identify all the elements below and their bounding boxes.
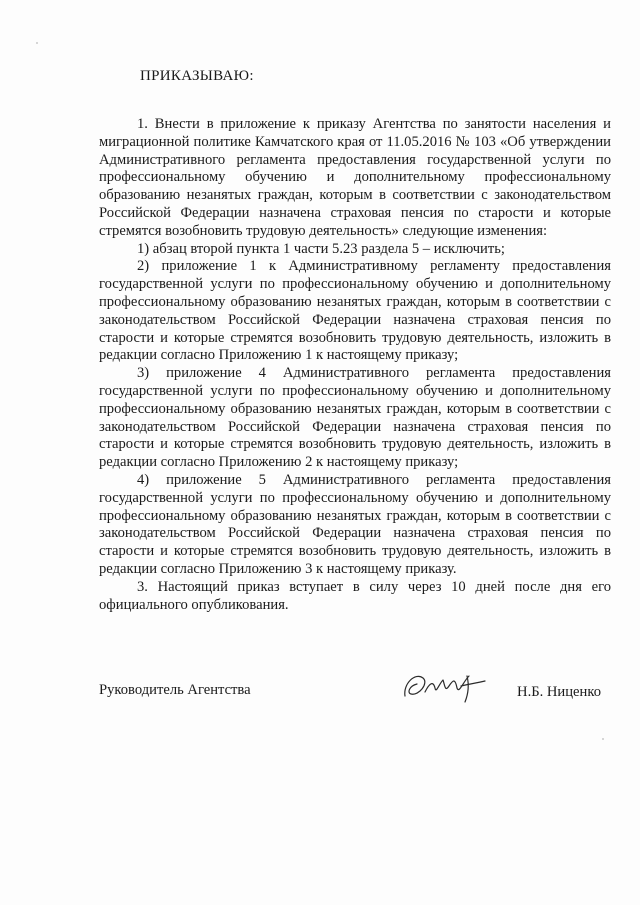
- paragraph-item-3: 3. Настоящий приказ вступает в силу через 10 дней после дня его официального опубликования.: [99, 578, 611, 613]
- paragraph-item-1: 1. Внести в приложение к приказу Агентства по занятости населения и миграционной политике Камчатского края от 11.05.2016 № 103 «Об утверждении Административного регламента предоставления государственной услуги по профессиональному обучению и дополнительному профессиональному образованию незанятых граждан, которым в соответствии с законодательством Российской Федерации назначена страховая пенсия по старости и которые стремятся возобновить трудовую деятельность» следующие изменения:: [99, 116, 611, 239]
- paragraph-subitem-3: 3) приложение 4 Административного регламента предоставления государственной услуги по профессиональному обучению и дополнительному профессиональному образованию незанятых граждан, которым в соответствии с законодательством Российской Федерации назначена страховая пенсия по старости и которые стремятся возобновить трудовую деятельность, изложить в редакции согласно Приложению 2 к настоящему приказу;: [99, 365, 611, 471]
- signature-block: [99, 680, 601, 712]
- signatory-role: Руководитель Агентства: [99, 682, 251, 698]
- paragraph-subitem-1: 1) абзац второй пункта 1 части 5.23 раздела 5 – исключить;: [137, 240, 505, 257]
- handwritten-signature: [399, 666, 489, 706]
- paragraph-subitem-4: 4) приложение 5 Административного регламента предоставления государственной услуги по профессиональному обучению и дополнительному профессиональному образованию незанятых граждан, которым в соответствии с законодательством Российской Федерации назначена страховая пенсия по старости и которые стремятся возобновить трудовую деятельность, изложить в редакции согласно Приложению 3 к настоящему приказу.: [99, 471, 611, 577]
- scan-speck: [602, 738, 604, 740]
- signatory-name: Н.Б. Ниценко: [517, 684, 601, 700]
- order-body: [99, 116, 611, 614]
- order-heading: ПРИКАЗЫВАЮ:: [140, 68, 254, 84]
- paragraph-subitem-2: 2) приложение 1 к Административному регламенту предоставления государственной услуги по профессиональному обучению и дополнительному профессиональному образованию незанятых граждан, которым в соответствии с законодательством Российской Федерации назначена страховая пенсия по старости и которые стремятся возобновить трудовую деятельность, изложить в редакции согласно Приложению 1 к настоящему приказу;: [99, 258, 611, 364]
- scan-speck: [36, 42, 38, 44]
